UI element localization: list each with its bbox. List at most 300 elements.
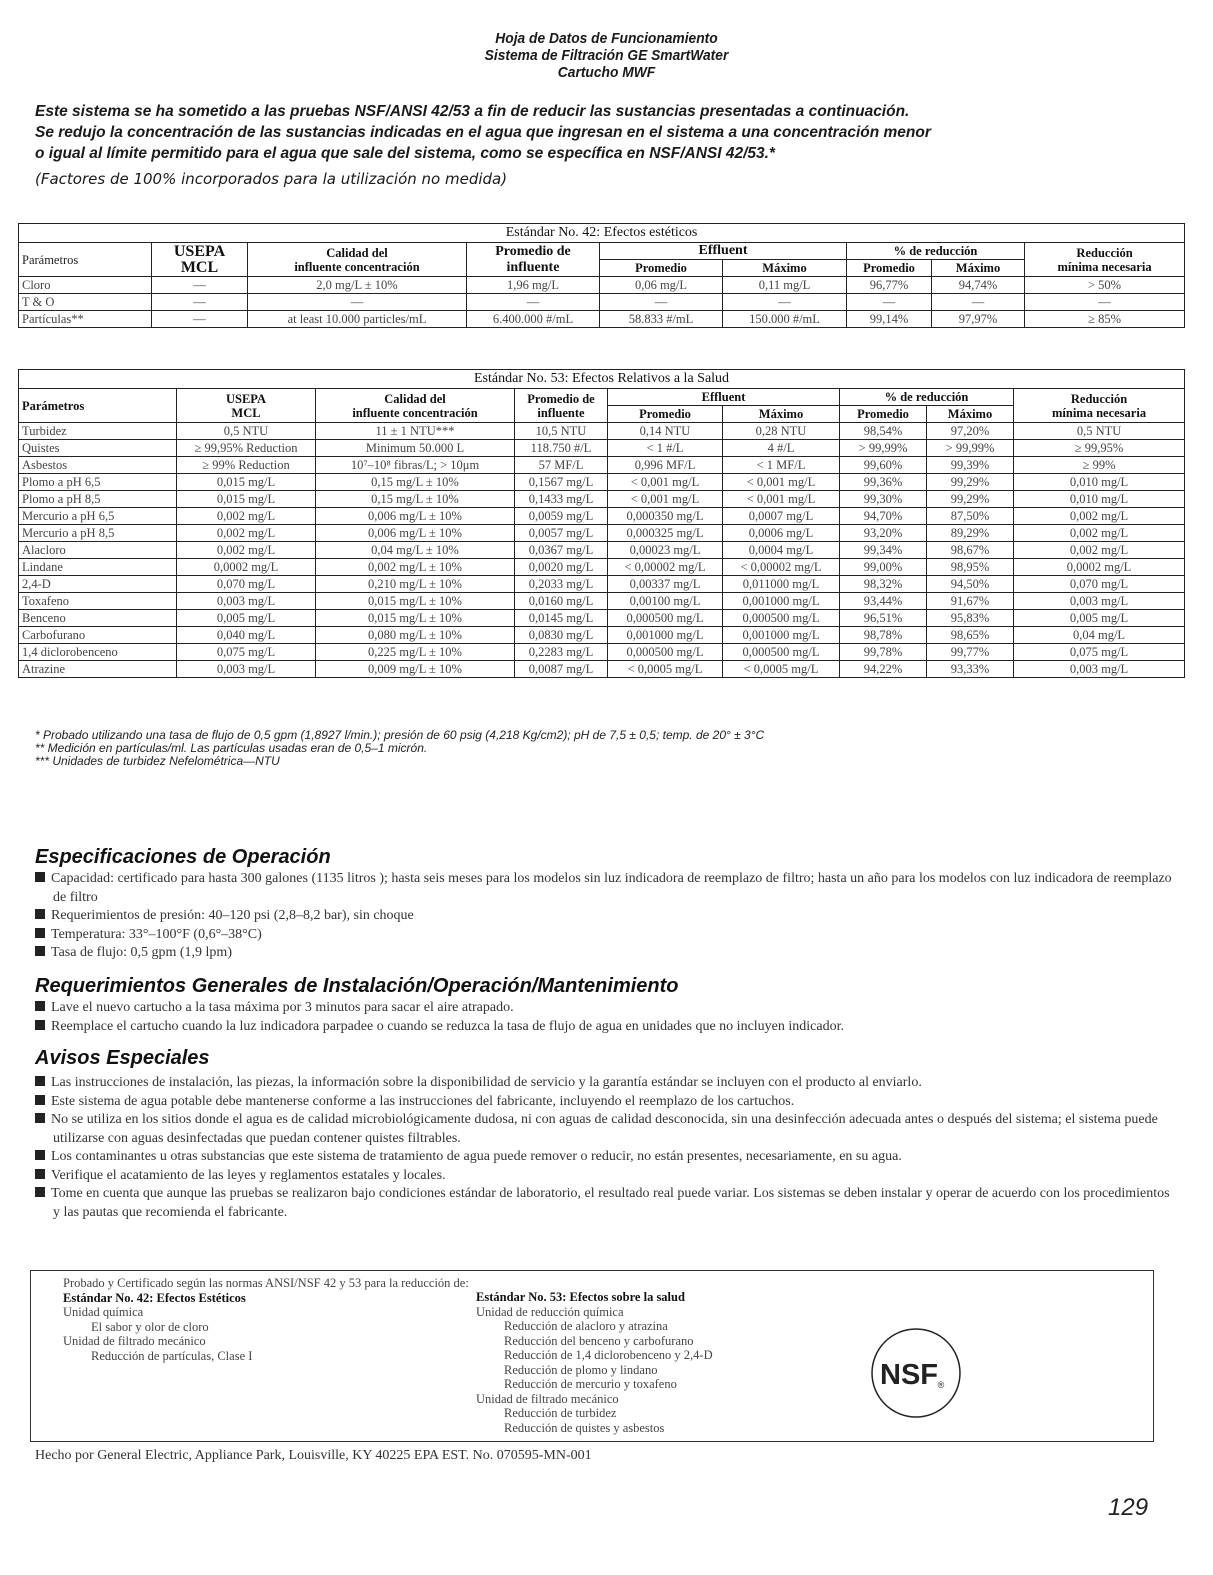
certification-box bbox=[30, 1270, 1154, 1442]
table-cell: 0,001000 mg/L bbox=[723, 627, 840, 644]
footnote-ntu: *** Unidades de turbidez Nefelométrica—NTU bbox=[35, 754, 280, 768]
table-cell: 0,005 mg/L bbox=[177, 610, 316, 627]
table-cell: 0,15 mg/L ± 10% bbox=[316, 491, 515, 508]
bullet-square-icon bbox=[35, 1095, 45, 1105]
column-header-usepa-mcl bbox=[152, 243, 248, 277]
standard-53-title: Estándar No. 53: Efectos Relativos a la Salud bbox=[19, 370, 1185, 389]
table-cell: 0,006 mg/L ± 10% bbox=[316, 508, 515, 525]
standard-42-table bbox=[18, 223, 1185, 328]
table-cell: 0,070 mg/L bbox=[1014, 576, 1185, 593]
column-header-reduccion-pct: % de reducción bbox=[840, 389, 1014, 406]
table-cell: 0,011000 mg/L bbox=[723, 576, 840, 593]
nsf-logo-mark: ® bbox=[937, 1380, 945, 1390]
table-cell: 0,003 mg/L bbox=[177, 661, 316, 678]
table-row bbox=[19, 508, 1185, 525]
table-cell: < 0,001 mg/L bbox=[723, 474, 840, 491]
table-cell: > 99,99% bbox=[927, 440, 1014, 457]
nsf-logo-icon bbox=[869, 1326, 963, 1420]
table-cell: 0,5 NTU bbox=[1014, 423, 1185, 440]
table-cell: — bbox=[248, 294, 467, 311]
table-cell: — bbox=[847, 294, 932, 311]
list-item bbox=[35, 1185, 1175, 1222]
certification-list-item: Reducción de plomo y lindano bbox=[504, 1362, 658, 1377]
list-item-text: Este sistema de agua potable debe mantenerse conforme a las instrucciones del fabricante, incluyendo el reemplazo de los cartuchos. bbox=[51, 1093, 795, 1109]
list-item bbox=[35, 1074, 1175, 1093]
document-subtitle: Sistema de Filtración GE SmartWater bbox=[484, 47, 729, 64]
table-cell: 99,77% bbox=[927, 644, 1014, 661]
table-row bbox=[19, 627, 1185, 644]
table-row bbox=[19, 525, 1185, 542]
table-cell: 0,06 mg/L bbox=[600, 277, 723, 294]
subheader-effluent-promedio: Promedio bbox=[608, 406, 723, 423]
calidad-label-2: influente concentración bbox=[352, 405, 478, 420]
certification-intro: Probado y Certificado según las normas ANSI/NSF 42 y 53 para la reducción de: bbox=[63, 1276, 469, 1290]
table-cell: 4 #/L bbox=[723, 440, 840, 457]
table-cell: 0,0145 mg/L bbox=[515, 610, 608, 627]
table-cell: 0,000325 mg/L bbox=[608, 525, 723, 542]
table-cell: 0,28 NTU bbox=[723, 423, 840, 440]
bullet-square-icon bbox=[35, 909, 45, 919]
parameter-cell: Atrazine bbox=[19, 661, 177, 678]
table-cell: 0,0057 mg/L bbox=[515, 525, 608, 542]
table-cell: 0,11 mg/L bbox=[723, 277, 847, 294]
column-header-promedio-influente bbox=[467, 243, 600, 277]
table-cell: — bbox=[1025, 294, 1185, 311]
table-row bbox=[19, 277, 1185, 294]
table-cell: 0,2283 mg/L bbox=[515, 644, 608, 661]
table-cell: 0,0002 mg/L bbox=[1014, 559, 1185, 576]
bullet-square-icon bbox=[35, 1076, 45, 1086]
table-cell: ≥ 99% bbox=[1014, 457, 1185, 474]
table-cell: 0,075 mg/L bbox=[177, 644, 316, 661]
table-cell: > 50% bbox=[1025, 277, 1185, 294]
parameter-cell: Lindane bbox=[19, 559, 177, 576]
table-cell: 0,04 mg/L ± 10% bbox=[316, 542, 515, 559]
table-cell: 0,0367 mg/L bbox=[515, 542, 608, 559]
table-row bbox=[19, 491, 1185, 508]
table-cell: 0,000500 mg/L bbox=[723, 610, 840, 627]
column-header-calidad bbox=[248, 243, 467, 277]
table-cell: 6.400.000 #/mL bbox=[467, 311, 600, 328]
table-cell: 10⁷–10⁸ fibras/L; > 10μm bbox=[316, 457, 515, 474]
table-cell: 87,50% bbox=[927, 508, 1014, 525]
table-cell: 11 ± 1 NTU*** bbox=[316, 423, 515, 440]
table-cell: 2,0 mg/L ± 10% bbox=[248, 277, 467, 294]
list-item bbox=[35, 1167, 1175, 1186]
mcl-label: MCL bbox=[180, 258, 219, 276]
table-cell: 1,96 mg/L bbox=[467, 277, 600, 294]
table-cell: 0,0020 mg/L bbox=[515, 559, 608, 576]
list-item bbox=[35, 999, 1175, 1018]
parameter-cell: Alacloro bbox=[19, 542, 177, 559]
subheader-effluent-maximo: Máximo bbox=[723, 260, 847, 277]
table-cell: 0,015 mg/L bbox=[177, 474, 316, 491]
cartridge-name: Cartucho MWF bbox=[557, 64, 656, 81]
table-cell: 97,97% bbox=[932, 311, 1025, 328]
parameter-cell: Toxafeno bbox=[19, 593, 177, 610]
table-cell: 96,77% bbox=[847, 277, 932, 294]
certification-list-item: Reducción del benceno y carbofurano bbox=[504, 1333, 694, 1348]
table-cell: 0,0007 mg/L bbox=[723, 508, 840, 525]
table-cell: 99,29% bbox=[927, 491, 1014, 508]
table-cell: 99,00% bbox=[840, 559, 927, 576]
column-header-reduccion-pct: % de reducción bbox=[847, 243, 1025, 260]
bullet-square-icon bbox=[35, 1020, 45, 1030]
subheader-effluent-promedio: Promedio bbox=[600, 260, 723, 277]
table-cell: 97,20% bbox=[927, 423, 1014, 440]
table-cell: 0,000350 mg/L bbox=[608, 508, 723, 525]
notices-heading: Avisos Especiales bbox=[35, 1047, 210, 1069]
table-cell: 0,002 mg/L ± 10% bbox=[316, 559, 515, 576]
certification-right-column bbox=[476, 1290, 856, 1435]
table-cell: 0,0006 mg/L bbox=[723, 525, 840, 542]
table-cell: 93,20% bbox=[840, 525, 927, 542]
page-number: 129 bbox=[1108, 1494, 1149, 1521]
table-cell: — bbox=[152, 311, 248, 328]
certification-std53-list bbox=[476, 1305, 856, 1436]
certification-std42-list bbox=[63, 1305, 483, 1363]
certification-list-item: Unidad de reducción química bbox=[476, 1304, 624, 1319]
parameter-cell: Carbofurano bbox=[19, 627, 177, 644]
table-cell: 93,44% bbox=[840, 593, 927, 610]
table-cell: 0,070 mg/L bbox=[177, 576, 316, 593]
column-header-parametros: Parámetros bbox=[19, 389, 177, 423]
bullet-square-icon bbox=[35, 1150, 45, 1160]
list-item-text: Tome en cuenta que aunque las pruebas se realizaron bajo condiciones estándar de laboratorio, el resultado real puede variar. Los sistemas se deben instalar y operar de acuerdo con los procedimientos y las pautas que recomienda el fabricante. bbox=[51, 1186, 1170, 1220]
table-cell: 0,000500 mg/L bbox=[723, 644, 840, 661]
footnote-particles: ** Medición en partículas/ml. Las partículas usadas eran de 0,5–1 micrón. bbox=[35, 741, 428, 755]
usepa-label: USEPA bbox=[225, 391, 267, 406]
table-cell: — bbox=[152, 277, 248, 294]
table-cell: 0,001000 mg/L bbox=[723, 593, 840, 610]
table-cell: 0,2033 mg/L bbox=[515, 576, 608, 593]
table-cell: < 0,001 mg/L bbox=[608, 474, 723, 491]
list-item bbox=[35, 944, 1175, 963]
table-cell: 0,002 mg/L bbox=[1014, 508, 1185, 525]
list-item bbox=[35, 1111, 1175, 1148]
table-cell: 0,040 mg/L bbox=[177, 627, 316, 644]
table-cell: 0,006 mg/L ± 10% bbox=[316, 525, 515, 542]
table-cell: < 0,001 mg/L bbox=[608, 491, 723, 508]
table-cell: 93,33% bbox=[927, 661, 1014, 678]
table-cell: 58.833 #/mL bbox=[600, 311, 723, 328]
table-cell: 98,54% bbox=[840, 423, 927, 440]
table-row bbox=[19, 559, 1185, 576]
column-header-promedio-influente bbox=[515, 389, 608, 423]
bullet-square-icon bbox=[35, 1187, 45, 1197]
table-cell: 0,5 NTU bbox=[177, 423, 316, 440]
reduccion-label-1: Reducción bbox=[1070, 391, 1128, 406]
table-cell: 94,22% bbox=[840, 661, 927, 678]
table-cell: 0,003 mg/L bbox=[1014, 661, 1185, 678]
table-cell: ≥ 99,95% Reduction bbox=[177, 440, 316, 457]
table-cell: 0,075 mg/L bbox=[1014, 644, 1185, 661]
table-cell: < 1 MF/L bbox=[723, 457, 840, 474]
parameter-cell: Mercurio a pH 8,5 bbox=[19, 525, 177, 542]
table-cell: 0,001000 mg/L bbox=[608, 627, 723, 644]
intro-factor-note: (Factores de 100% incorporados para la utilización no medida) bbox=[35, 170, 508, 188]
parameter-cell: Partículas** bbox=[19, 311, 152, 328]
list-item-text: Temperatura: 33°–100°F (0,6°–38°C) bbox=[51, 926, 262, 942]
document-header bbox=[0, 30, 1213, 81]
influente-label: influente bbox=[506, 259, 560, 275]
table-row bbox=[19, 661, 1185, 678]
parameter-cell: Plomo a pH 8,5 bbox=[19, 491, 177, 508]
table-cell: — bbox=[932, 294, 1025, 311]
table-cell: 0,015 mg/L bbox=[177, 491, 316, 508]
table-cell: 57 MF/L bbox=[515, 457, 608, 474]
table-cell: 98,78% bbox=[840, 627, 927, 644]
specs-heading: Especificaciones de Operación bbox=[35, 846, 331, 868]
table-cell: — bbox=[467, 294, 600, 311]
intro-statement bbox=[35, 101, 1185, 164]
table-cell: 0,015 mg/L ± 10% bbox=[316, 593, 515, 610]
subheader-effluent-maximo: Máximo bbox=[723, 406, 840, 423]
table-cell: 0,005 mg/L bbox=[1014, 610, 1185, 627]
column-header-effluent: Effluent bbox=[608, 389, 840, 406]
table-cell: 0,002 mg/L bbox=[1014, 542, 1185, 559]
list-item-text: Requerimientos de presión: 40–120 psi (2,8–8,2 bar), sin choque bbox=[51, 908, 414, 923]
table-row bbox=[19, 610, 1185, 627]
reduccion-label-2: mínima necesaria bbox=[1051, 405, 1147, 420]
table-cell: 0,15 mg/L ± 10% bbox=[316, 474, 515, 491]
list-item-text: Lave el nuevo cartucho a la tasa máxima por 3 minutos para sacar el aire atrapado. bbox=[51, 1000, 514, 1015]
certification-list-item: Reducción de alacloro y atrazina bbox=[504, 1319, 668, 1333]
table-cell: > 99,99% bbox=[840, 440, 927, 457]
column-header-calidad bbox=[316, 389, 515, 423]
parameter-cell: Turbidez bbox=[19, 423, 177, 440]
parameter-cell: Quistes bbox=[19, 440, 177, 457]
table-cell: 0,996 MF/L bbox=[608, 457, 723, 474]
table-cell: 0,00023 mg/L bbox=[608, 542, 723, 559]
list-item bbox=[35, 1148, 1175, 1167]
table-cell: 0,003 mg/L bbox=[1014, 593, 1185, 610]
table-cell: < 0,0005 mg/L bbox=[608, 661, 723, 678]
table-cell: 99,34% bbox=[840, 542, 927, 559]
table-cell: 0,002 mg/L bbox=[177, 525, 316, 542]
table-row bbox=[19, 440, 1185, 457]
table-cell: 0,04 mg/L bbox=[1014, 627, 1185, 644]
bullet-square-icon bbox=[35, 946, 45, 956]
table-cell: 0,003 mg/L bbox=[177, 593, 316, 610]
list-item-text: No se utiliza en los sitios donde el agua es de calidad microbiológicamente dudosa, ni con aguas de calidad desconocida, sin una desinfección adecuada antes o después del sistema; el sistema puede utilizarse con aguas desinfectadas que puedan contener quistes filtrables. bbox=[51, 1112, 1158, 1146]
certification-left-column bbox=[63, 1276, 483, 1363]
certification-std42-title: Estándar No. 42: Efectos Estéticos bbox=[63, 1290, 246, 1305]
table-row bbox=[19, 294, 1185, 311]
list-item-text: Verifique el acatamiento de las leyes y reglamentos estatales y locales. bbox=[51, 1167, 446, 1183]
list-item bbox=[35, 1093, 1175, 1112]
intro-line: Este sistema se ha sometido a las pruebas NSF/ANSI 42/53 a fin de reducir las sustancias presentadas a continuación. bbox=[35, 103, 910, 120]
bullet-square-icon bbox=[35, 1001, 45, 1011]
table-cell: 98,32% bbox=[840, 576, 927, 593]
table-row bbox=[19, 423, 1185, 440]
certification-list-item: Unidad de filtrado mecánico bbox=[63, 1334, 206, 1348]
parameter-cell: T & O bbox=[19, 294, 152, 311]
table-cell: 0,000500 mg/L bbox=[608, 610, 723, 627]
promedio-de-label: Promedio de bbox=[495, 243, 571, 259]
parameter-cell: 2,4-D bbox=[19, 576, 177, 593]
requirements-heading: Requerimientos Generales de Instalación/Operación/Mantenimiento bbox=[35, 975, 679, 997]
table-cell: 0,010 mg/L bbox=[1014, 474, 1185, 491]
table-cell: 98,95% bbox=[927, 559, 1014, 576]
table-cell: 0,0160 mg/L bbox=[515, 593, 608, 610]
parameter-cell: Plomo a pH 6,5 bbox=[19, 474, 177, 491]
certification-list-item: Reducción de mercurio y toxafeno bbox=[504, 1377, 677, 1391]
table-cell: 0,010 mg/L bbox=[1014, 491, 1185, 508]
footnotes bbox=[35, 729, 764, 768]
list-item bbox=[35, 926, 1175, 945]
intro-line: Se redujo la concentración de las sustancias indicadas en el agua que ingresan en el sistema a una concentración menor bbox=[35, 124, 931, 141]
table-cell: 0,0830 mg/L bbox=[515, 627, 608, 644]
list-item-text: Tasa de flujo: 0,5 gpm (1,9 lpm) bbox=[51, 945, 232, 960]
subheader-reduccion-promedio: Promedio bbox=[847, 260, 932, 277]
table-cell: 0,0002 mg/L bbox=[177, 559, 316, 576]
table-cell: 99,78% bbox=[840, 644, 927, 661]
table-cell: < 0,0005 mg/L bbox=[723, 661, 840, 678]
certification-list-item: Reducción de turbidez bbox=[504, 1406, 617, 1420]
table-cell: 94,70% bbox=[840, 508, 927, 525]
table-cell: 98,67% bbox=[927, 542, 1014, 559]
bullet-square-icon bbox=[35, 872, 45, 882]
list-item bbox=[35, 1018, 1175, 1037]
column-header-parametros: Parámetros bbox=[19, 243, 152, 277]
table-cell: 0,1433 mg/L bbox=[515, 491, 608, 508]
list-item-text: Reemplace el cartucho cuando la luz indicadora parpadee o cuando se reduzca la tasa de flujo de agua en unidades que no incluyen indicador. bbox=[51, 1018, 844, 1034]
table-cell: ≥ 99% Reduction bbox=[177, 457, 316, 474]
table-cell: < 0,00002 mg/L bbox=[608, 559, 723, 576]
table-row bbox=[19, 593, 1185, 610]
table-cell: ≥ 99,95% bbox=[1014, 440, 1185, 457]
document-title: Hoja de Datos de Funcionamiento bbox=[495, 30, 718, 47]
table-cell: 0,00100 mg/L bbox=[608, 593, 723, 610]
parameter-cell: Benceno bbox=[19, 610, 177, 627]
bullet-square-icon bbox=[35, 1113, 45, 1123]
table-cell: 0,0059 mg/L bbox=[515, 508, 608, 525]
column-header-effluent: Effluent bbox=[600, 243, 847, 260]
certification-list-item: Reducción de 1,4 diclorobenceno y 2,4-D bbox=[504, 1348, 713, 1362]
standard-53-table bbox=[18, 369, 1185, 678]
table-cell: — bbox=[600, 294, 723, 311]
table-cell: < 0,00002 mg/L bbox=[723, 559, 840, 576]
intro-line: o igual al límite permitido para el agua que sale del sistema, como se específica en NSF/ANSI 42/53.* bbox=[35, 145, 775, 162]
specs-list bbox=[35, 870, 1175, 963]
influente-label: influente bbox=[537, 405, 585, 420]
calidad-label-1: Calidad del bbox=[326, 245, 388, 260]
standard-42-rows bbox=[19, 277, 1185, 328]
table-cell: 99,60% bbox=[840, 457, 927, 474]
table-row bbox=[19, 644, 1185, 661]
table-cell: 99,30% bbox=[840, 491, 927, 508]
table-cell: 99,29% bbox=[927, 474, 1014, 491]
manufacturer-line: Hecho por General Electric, Appliance Park, Louisville, KY 40225 EPA EST. No. 070595-MN-001 bbox=[35, 1448, 592, 1463]
table-cell: — bbox=[152, 294, 248, 311]
subheader-reduccion-maximo: Máximo bbox=[927, 406, 1014, 423]
list-item bbox=[35, 907, 1175, 926]
table-row bbox=[19, 474, 1185, 491]
bullet-square-icon bbox=[35, 1169, 45, 1179]
promedio-de-label: Promedio de bbox=[527, 391, 595, 406]
table-cell: at least 10.000 particles/mL bbox=[248, 311, 467, 328]
table-cell: Minimum 50.000 L bbox=[316, 440, 515, 457]
nsf-logo-text: NSF bbox=[880, 1359, 938, 1391]
table-cell: 95,83% bbox=[927, 610, 1014, 627]
table-cell: 0,0004 mg/L bbox=[723, 542, 840, 559]
table-cell: 150.000 #/mL bbox=[723, 311, 847, 328]
table-row bbox=[19, 457, 1185, 474]
table-cell: 0,002 mg/L bbox=[1014, 525, 1185, 542]
table-cell: 0,1567 mg/L bbox=[515, 474, 608, 491]
table-cell: 89,29% bbox=[927, 525, 1014, 542]
table-cell: 118.750 #/L bbox=[515, 440, 608, 457]
table-cell: 91,67% bbox=[927, 593, 1014, 610]
column-header-reduccion-minima bbox=[1014, 389, 1185, 423]
usepa-label: USEPA bbox=[173, 242, 226, 260]
table-cell: 0,015 mg/L ± 10% bbox=[316, 610, 515, 627]
footnote-test-conditions: * Probado utilizando una tasa de flujo de 0,5 gpm (1,8927 l/min.); presión de 60 psig (4,218 Kg/cm2); pH de 7,5 ± 0,5; temp. de 20° ± 3°C bbox=[35, 728, 765, 742]
table-cell: 96,51% bbox=[840, 610, 927, 627]
subheader-reduccion-maximo: Máximo bbox=[932, 260, 1025, 277]
table-cell: 0,009 mg/L ± 10% bbox=[316, 661, 515, 678]
table-cell: < 0,001 mg/L bbox=[723, 491, 840, 508]
certification-list-item: El sabor y olor de cloro bbox=[91, 1319, 209, 1334]
parameter-cell: Mercurio a pH 6,5 bbox=[19, 508, 177, 525]
table-row bbox=[19, 576, 1185, 593]
calidad-label-2: influente concentración bbox=[294, 259, 420, 274]
table-cell: 99,39% bbox=[927, 457, 1014, 474]
parameter-cell: Asbestos bbox=[19, 457, 177, 474]
table-cell: 0,225 mg/L ± 10% bbox=[316, 644, 515, 661]
list-item bbox=[35, 870, 1175, 907]
requirements-list bbox=[35, 999, 1175, 1036]
mcl-label: MCL bbox=[231, 405, 261, 420]
table-cell: 0,000500 mg/L bbox=[608, 644, 723, 661]
list-item-text: Los contaminantes u otras substancias que este sistema de tratamiento de agua puede remover o reducir, no están presentes, necesariamente, en su agua. bbox=[51, 1149, 902, 1164]
table-cell: 10,5 NTU bbox=[515, 423, 608, 440]
list-item-text: Las instrucciones de instalación, las piezas, la información sobre la disponibilidad de servicio y la garantía estándar se incluyen con el producto al enviarlo. bbox=[51, 1075, 922, 1090]
certification-std53-title: Estándar No. 53: Efectos sobre la salud bbox=[476, 1290, 685, 1304]
parameter-cell: Cloro bbox=[19, 277, 152, 294]
table-cell: 99,36% bbox=[840, 474, 927, 491]
table-cell: 0,0087 mg/L bbox=[515, 661, 608, 678]
parameter-cell: 1,4 diclorobenceno bbox=[19, 644, 177, 661]
table-cell: — bbox=[723, 294, 847, 311]
table-cell: 0,210 mg/L ± 10% bbox=[316, 576, 515, 593]
table-row bbox=[19, 311, 1185, 328]
table-cell: 99,14% bbox=[847, 311, 932, 328]
reduccion-label-1: Reducción bbox=[1076, 245, 1133, 260]
table-cell: 0,00337 mg/L bbox=[608, 576, 723, 593]
table-cell: 0,002 mg/L bbox=[177, 508, 316, 525]
table-cell: 94,74% bbox=[932, 277, 1025, 294]
certification-list-item: Unidad de filtrado mecánico bbox=[476, 1391, 619, 1406]
table-cell: 0,14 NTU bbox=[608, 423, 723, 440]
table-cell: 0,002 mg/L bbox=[177, 542, 316, 559]
table-cell: ≥ 85% bbox=[1025, 311, 1185, 328]
subheader-reduccion-promedio: Promedio bbox=[840, 406, 927, 423]
calidad-label-1: Calidad del bbox=[384, 391, 446, 406]
notices-list bbox=[35, 1074, 1175, 1222]
table-cell: 98,65% bbox=[927, 627, 1014, 644]
reduccion-label-2: mínima necesaria bbox=[1057, 259, 1152, 274]
list-item-text: Capacidad: certificado para hasta 300 galones (1135 litros ); hasta seis meses para los modelos sin luz indicadora de reemplazo de filtro; hasta un año para los modelos con luz indicadora de reemplazo de filtro bbox=[51, 871, 1172, 905]
table-cell: 94,50% bbox=[927, 576, 1014, 593]
standard-42-title: Estándar No. 42: Efectos estéticos bbox=[19, 224, 1185, 243]
certification-list-item: Reducción de partículas, Clase I bbox=[91, 1348, 253, 1363]
standard-53-rows bbox=[19, 423, 1185, 678]
certification-list-item: Unidad química bbox=[63, 1305, 144, 1319]
bullet-square-icon bbox=[35, 928, 45, 938]
table-row bbox=[19, 542, 1185, 559]
